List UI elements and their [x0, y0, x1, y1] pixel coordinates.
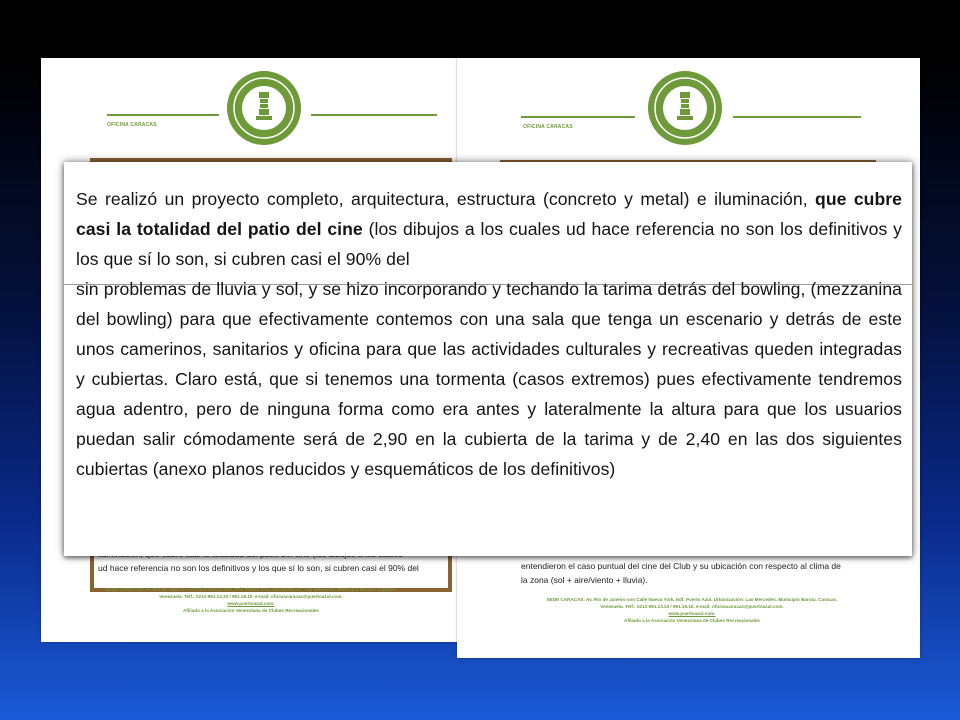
header-rule-right — [311, 114, 437, 116]
body-text-line: la zona (sol + aire/viento + lluvia). — [521, 575, 648, 585]
excerpt-bold-text: que cubre casi la totalidad del patio del cine — [76, 189, 903, 239]
header-rule-right — [733, 116, 861, 118]
footer-affiliation: Afiliado a la Asociación Venezolana de Clubes Recreacionales — [183, 608, 319, 613]
club-seal-logo — [647, 70, 723, 146]
footer-website: www.puertoazul.com. — [668, 611, 716, 616]
excerpt-text-run: (los dibujos a los cuales ud hace referencia no son los definitivos y los que sí lo son, si cubren casi el 90% del — [76, 219, 902, 269]
letter-footer — [81, 586, 421, 614]
footer-affiliation: Afiliado a la Asociación Venezolana de Clubes Recreacionales — [624, 618, 760, 623]
club-seal-logo — [226, 70, 302, 146]
header-rule-left — [107, 114, 219, 116]
office-label: OFICINA CARACAS — [523, 124, 573, 130]
footer-address: SEDE CARACAS: Av. Río de Janeiro con Calle Nueva York, Edf. Puerto Azul. Urbanización: Las Mercedes. Municipio Baruta. Caracas. — [105, 587, 397, 592]
footer-contact: Venezuela. Telf.: 0212-991.13.33 / 991.19.10. e-mail: oficinacaracas@puertoazul.com. — [600, 604, 784, 609]
excerpt-paragraph-1 — [76, 184, 902, 274]
excerpt-text-run: Se realizó un proyecto completo, arquitectura, estructura (concreto y metal) e iluminación, — [76, 189, 816, 209]
box-text-line: ud hace referencia no son los definitivos y los que sí lo son, si cubren casi el 90% del — [98, 563, 419, 573]
office-label: OFICINA CARACAS — [107, 122, 157, 128]
excerpt-paragraph-2: sin problemas de lluvia y sol, y se hizo incorporando y techando la tarima detrás del bowling, (mezzanina del bowling) para que efectivamente contemos con una sala que tenga un escenario y detrás de este unos camerinos, sanitarios y oficina para que las actividades culturales y recreativas queden integradas y cubiertas. Claro está, que si tenemos una tormenta (casos extremos) pues efectivamente tendremos agua adentro, pero de ninguna forma como era antes y lateralmente la altura para que los usuarios puedan salir cómodamente será de 2,90 en la cubierta de la tarima y de 2,40 en las dos siguientes cubiertas (anexo planos reducidos y esquemáticos de los definitivos) — [76, 279, 902, 479]
body-text-line: entendieron el caso puntual del cine del Club y su ubicación con respecto al clima de — [521, 561, 841, 571]
letter-footer — [507, 596, 877, 624]
footer-address: SEDE CARACAS: Av. Río de Janeiro con Calle Nueva York, Edf. Puerto Azul. Urbanización: Las Mercedes. Municipio Baruta. Caracas. — [546, 597, 838, 602]
footer-website: www.puertoazul.com. — [227, 601, 275, 606]
excerpt-text — [76, 184, 902, 484]
zoomed-excerpt-panel — [64, 162, 912, 556]
footer-contact: Venezuela. Telf.: 0212-991.13.33 / 991.19.10. e-mail: oficinacaracas@puertoazul.com. — [159, 594, 343, 599]
header-rule-left — [521, 116, 635, 118]
